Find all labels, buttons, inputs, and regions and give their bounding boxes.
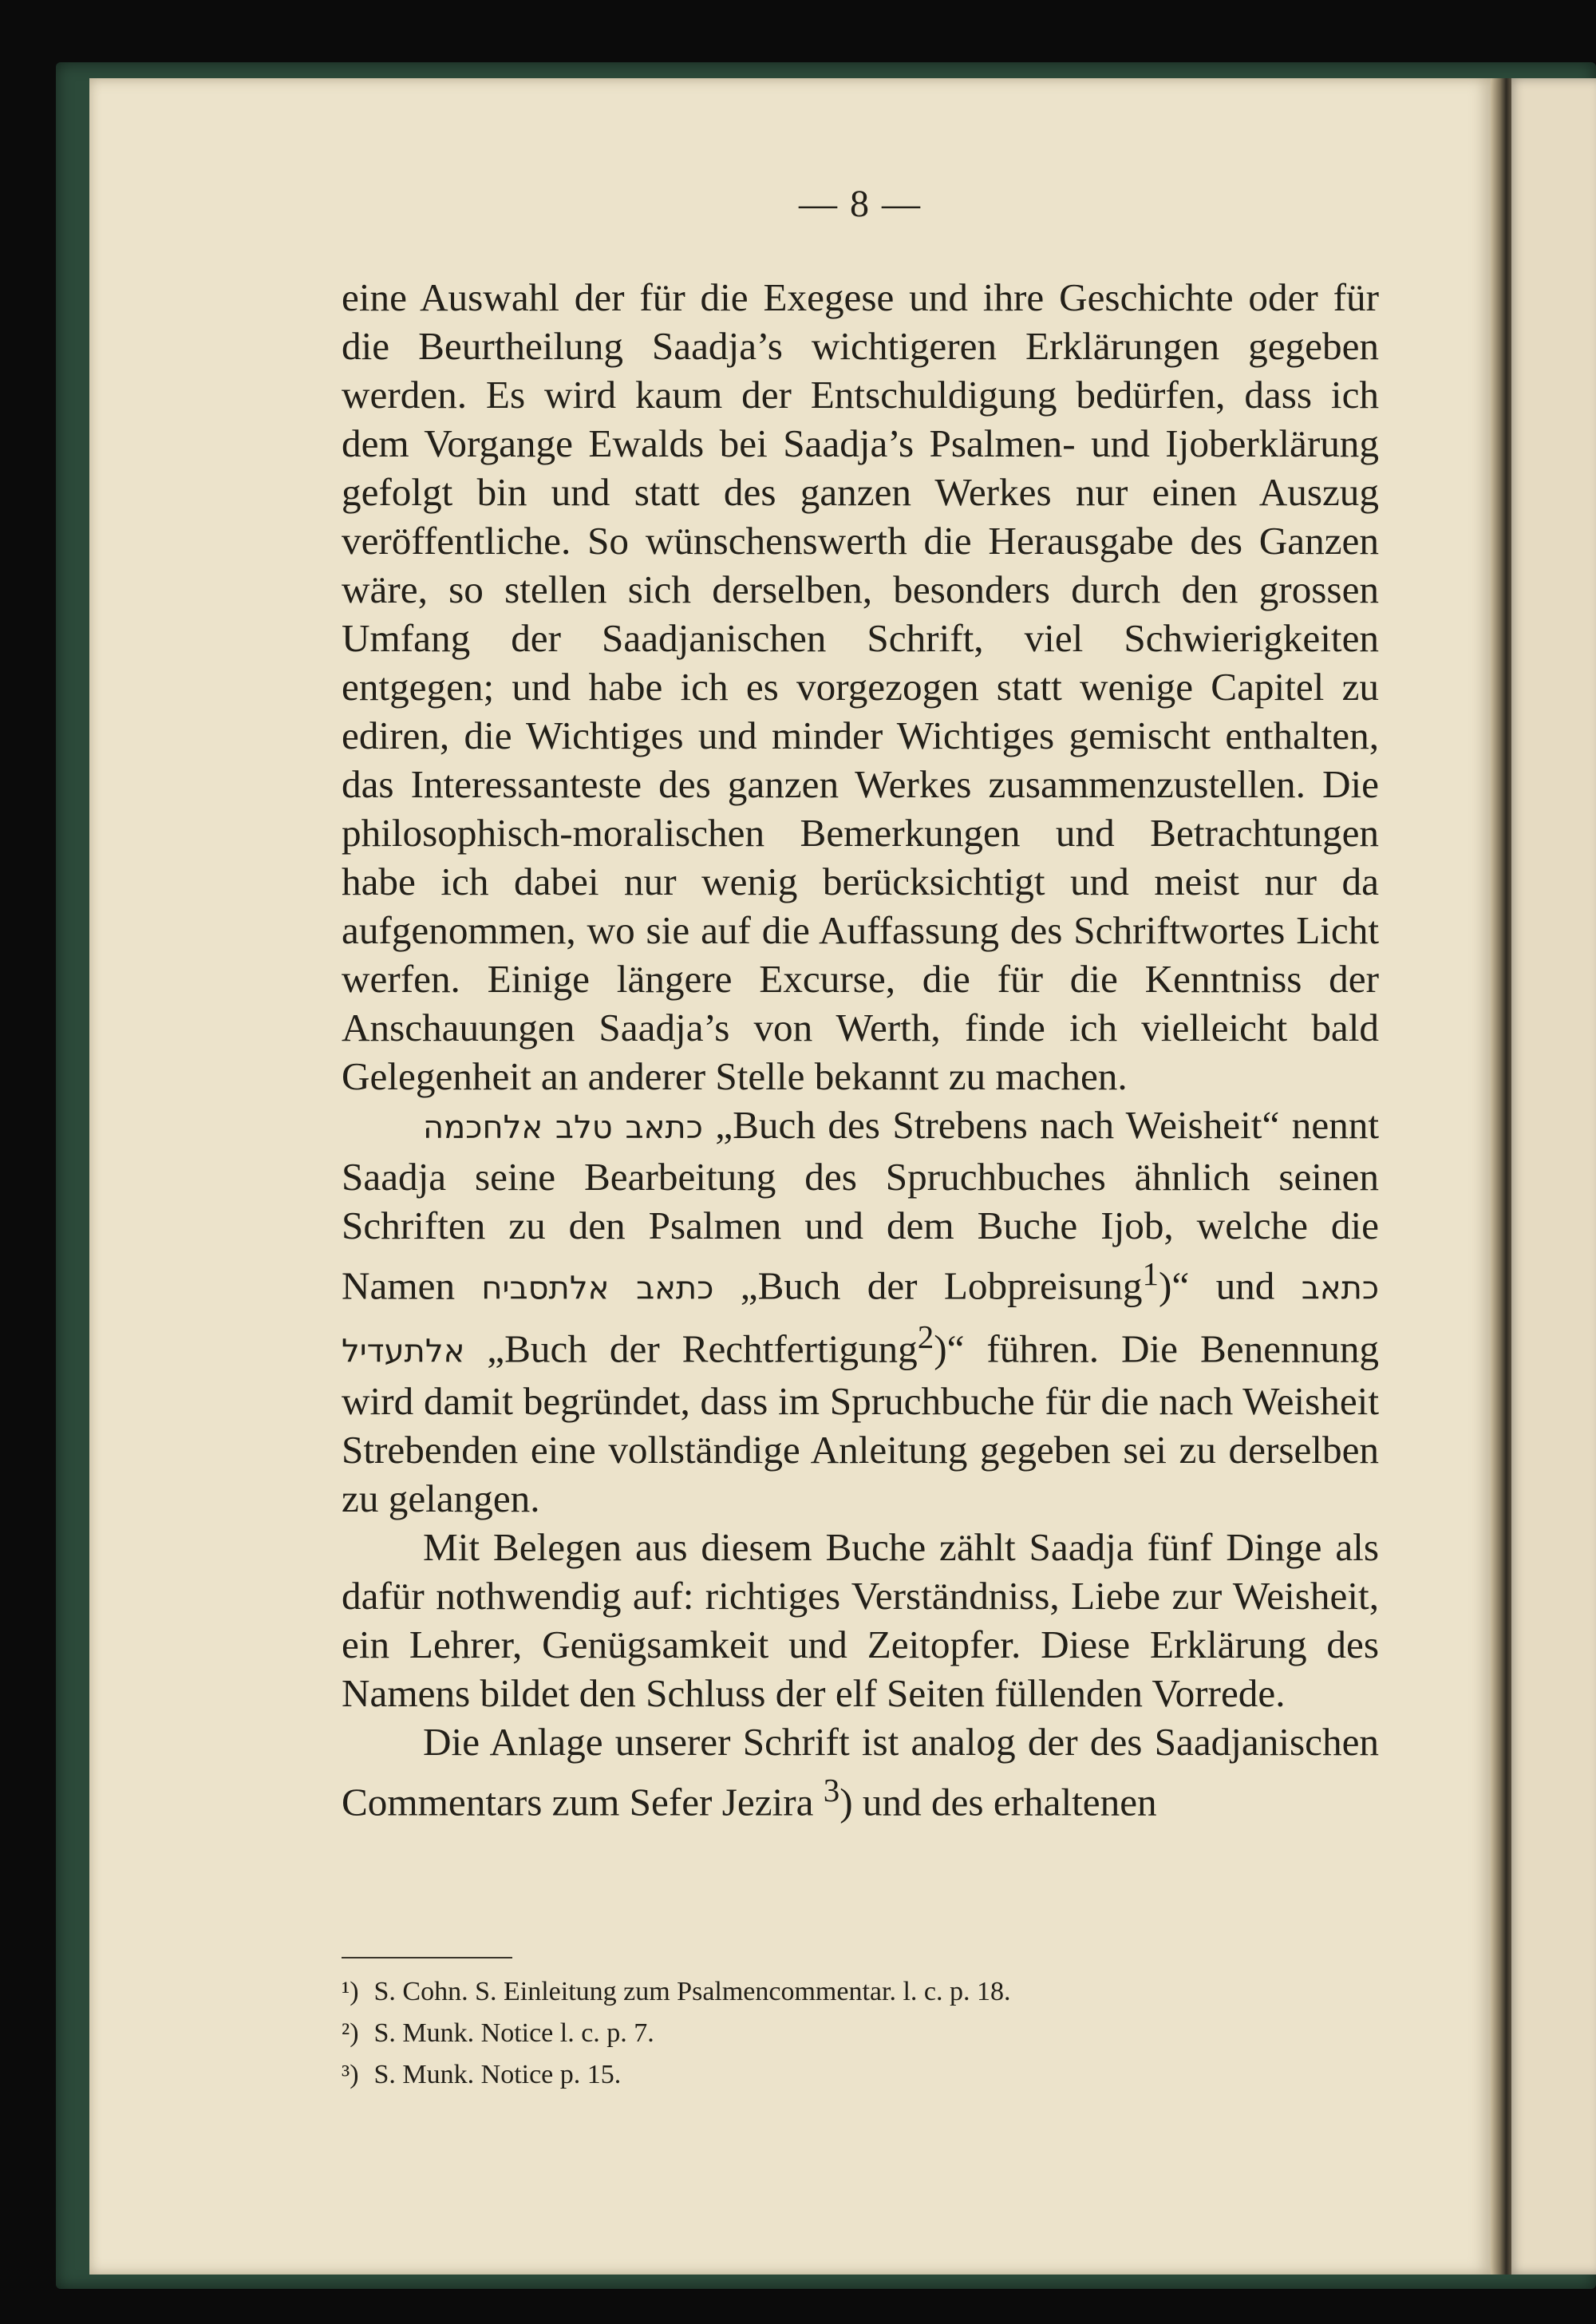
book-page: [89, 78, 1492, 2275]
footnote-2: [342, 2013, 1379, 2054]
body-text: [342, 273, 1379, 1826]
footnote-1: [342, 1971, 1379, 2013]
footnote-divider: [342, 1957, 512, 1958]
paragraph-3: Mit Belegen aus diesem Buche zählt Saadja fünf Dinge als dafür nothwendig auf: richtiges Verständniss, Liebe zur Weisheit, ein Lehrer, Genügsamkeit und Zeitopfer. Diese Erklärung des Namens bildet den Schluss der elf Seiten füllenden Vorrede.: [342, 1524, 1379, 1715]
footnotes: [342, 1971, 1379, 2096]
paragraph-2-part-e: )“ führen. Die Benennung wird damit begründet, dass im Spruchbuche für die nach Weisheit Strebenden eine vollständige Anleitung gegeben sei zu derselben zu gelangen.: [342, 1326, 1380, 1520]
book-gutter: [1491, 78, 1511, 2275]
footnote-text: S. Cohn. S. Einleitung zum Psalmencommentar. l. c. p. 18.: [373, 1977, 1011, 2006]
paragraph-4-part-b: ) und des erhaltenen: [839, 1780, 1157, 1824]
hebrew-title-job: כתאב אלתעדיל: [342, 1270, 1380, 1370]
footnote-ref-3: 3: [823, 1771, 840, 1808]
page-number: — 8 —: [799, 183, 922, 225]
paragraph-2-part-d: „Buch der Rechtfertigung: [464, 1326, 918, 1371]
paragraph-2: [342, 1101, 1379, 1523]
footnote-text: S. Munk. Notice l. c. p. 7.: [373, 2018, 654, 2048]
paragraph-2-part-c: )“ und: [1159, 1263, 1302, 1308]
footnote-mark: ²): [342, 2018, 359, 2048]
paragraph-4: [342, 1717, 1379, 1826]
paragraph-1: eine Auswahl der für die Exegese und ihre Geschichte oder für die Beurtheilung Saadja’s wichtigeren Erklärungen gegeben werden. Es wird kaum der Entschuldigung bedürfen, dass ich dem Vorgange Ewalds bei Saadja’s Psalmen- und Ijoberklärung gefolgt bin und statt des ganzen Werkes nur einen Auszug veröffentliche. So wünschenswerth die Herausgabe des Ganzen wäre, so stellen sich derselben, besonders durch den grossen Umfang der Saadjanischen Schrift, viel Schwierigkeiten entgegen; und habe ich es vorgezogen statt wenige Capitel zu ediren, die Wichtiges und minder Wichtiges gemischt enthalten, das Interessanteste des ganzen Werkes zusammenzustellen. Die philosophisch-moralischen Bemerkungen und Betrachtungen habe ich dabei nur wenig berücksichtigt und meist nur da aufgenommen, wo sie auf die Auffassung des Schriftwortes Licht werfen. Einige längere Excurse, die für die Kenntniss der Anschauungen Saadja’s von Werth, finde ich vielleicht bald Gelegenheit an anderer Stelle bekannt zu machen.: [342, 275, 1379, 1098]
footnote-mark: ¹): [342, 1977, 359, 2006]
paragraph-2-part-b: „Buch der Lobpreisung: [713, 1263, 1143, 1308]
hebrew-title-psalms: כתאב אלתסביח: [481, 1270, 714, 1307]
footnote-ref-2: 2: [917, 1318, 934, 1356]
paragraph-2-part-a: „Buch des Strebens nach Weisheit“ nennt Saadja seine Bearbeitung des Spruchbuches ähnlich seinen Schriften zu den Psalmen und dem Buche Ijob, welche die Namen: [342, 1103, 1380, 1308]
footnote-3: [342, 2054, 1379, 2096]
facing-page-edge: [1507, 78, 1596, 2275]
footnote-mark: ³): [342, 2060, 359, 2089]
footnote-text: S. Munk. Notice p. 15.: [373, 2060, 622, 2089]
hebrew-title-proverbs: כתאב טלב אלחכמה: [423, 1109, 703, 1146]
paragraph-4-part-a: Die Anlage unserer Schrift ist analog der des Saadjanischen Commentars zum Sefer Jezira: [342, 1719, 1379, 1824]
footnote-ref-1: 1: [1142, 1255, 1159, 1292]
